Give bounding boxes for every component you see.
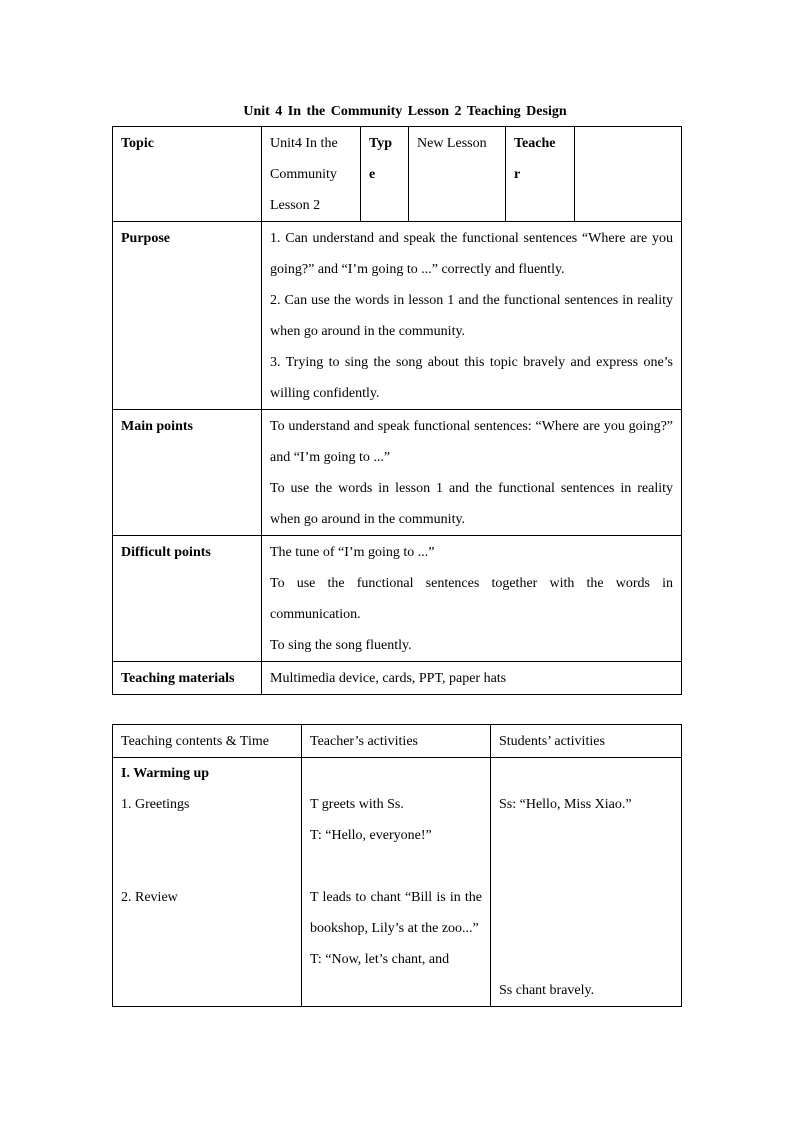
greetings-student-line: Ss: “Hello, Miss Xiao.” bbox=[499, 797, 632, 812]
teacher-label-line: r bbox=[514, 167, 521, 182]
teacher-activities-cell bbox=[302, 758, 491, 1007]
type-label-line: Typ bbox=[369, 136, 393, 151]
review-label: 2. Review bbox=[121, 890, 178, 905]
materials-row bbox=[113, 662, 682, 695]
difficult-points-line: To sing the song fluently. bbox=[270, 638, 412, 653]
materials-value: Multimedia device, cards, PPT, paper hats bbox=[262, 662, 682, 695]
activities-table bbox=[112, 724, 682, 1007]
difficult-points-line: The tune of “I’m going to ...” bbox=[270, 545, 435, 560]
topic-line: Unit4 In the bbox=[270, 136, 338, 151]
type-label bbox=[361, 127, 409, 222]
review-teacher-line: T leads to chant “Bill is in the bookshop, Lily’s at the zoo...” bbox=[310, 890, 482, 936]
topic-line: Community bbox=[270, 167, 337, 182]
review-student-line: Ss chant bravely. bbox=[499, 983, 595, 998]
purpose-content bbox=[262, 222, 682, 410]
page-title: Unit 4 In the Community Lesson 2 Teaching Design bbox=[243, 104, 567, 119]
topic-label: Topic bbox=[113, 127, 262, 222]
greetings-label: 1. Greetings bbox=[121, 797, 190, 812]
header-student-activities: Students’ activities bbox=[491, 725, 682, 758]
type-value: New Lesson bbox=[409, 127, 506, 222]
purpose-line: 3. Trying to sing the song about this topic bravely and express one’s willing confidently. bbox=[270, 355, 673, 401]
difficult-points-content bbox=[262, 536, 682, 662]
contents-cell bbox=[113, 758, 302, 1007]
warming-up-row bbox=[113, 758, 682, 1007]
teacher-label-line: Teache bbox=[514, 136, 556, 151]
topic-value bbox=[262, 127, 361, 222]
purpose-row bbox=[113, 222, 682, 410]
topic-line: Lesson 2 bbox=[270, 198, 321, 213]
teacher-label bbox=[506, 127, 575, 222]
review-teacher-line: T: “Now, let’s chant, and bbox=[310, 952, 450, 967]
greetings-teacher-line: T: “Hello, everyone!” bbox=[310, 828, 432, 843]
difficult-points-label: Difficult points bbox=[113, 536, 262, 662]
main-points-line: To understand and speak functional sentences: “Where are you going?” and “I’m going to ...” bbox=[270, 419, 673, 465]
difficult-points-row bbox=[113, 536, 682, 662]
main-points-label: Main points bbox=[113, 410, 262, 536]
header-teacher-activities: Teacher’s activities bbox=[302, 725, 491, 758]
section-title: I. Warming up bbox=[121, 766, 210, 781]
student-activities-cell bbox=[491, 758, 682, 1007]
main-points-line: To use the words in lesson 1 and the functional sentences in reality when go around in the community. bbox=[270, 481, 673, 527]
header-contents-time: Teaching contents & Time bbox=[113, 725, 302, 758]
activities-header-row bbox=[113, 725, 682, 758]
greetings-teacher-line: T greets with Ss. bbox=[310, 797, 404, 812]
main-points-row bbox=[113, 410, 682, 536]
purpose-line: 2. Can use the words in lesson 1 and the functional sentences in reality when go around in the community. bbox=[270, 293, 673, 339]
materials-label: Teaching materials bbox=[113, 662, 262, 695]
purpose-line: 1. Can understand and speak the functional sentences “Where are you going?” and “I’m going to ...” correctly and fluently. bbox=[270, 231, 673, 277]
purpose-label: Purpose bbox=[113, 222, 262, 410]
teacher-value bbox=[575, 127, 682, 222]
difficult-points-line: To use the functional sentences together with the words in communication. bbox=[270, 576, 673, 622]
lesson-info-table bbox=[112, 126, 682, 695]
type-label-line: e bbox=[369, 167, 376, 182]
topic-row bbox=[113, 127, 682, 222]
main-points-content bbox=[262, 410, 682, 536]
